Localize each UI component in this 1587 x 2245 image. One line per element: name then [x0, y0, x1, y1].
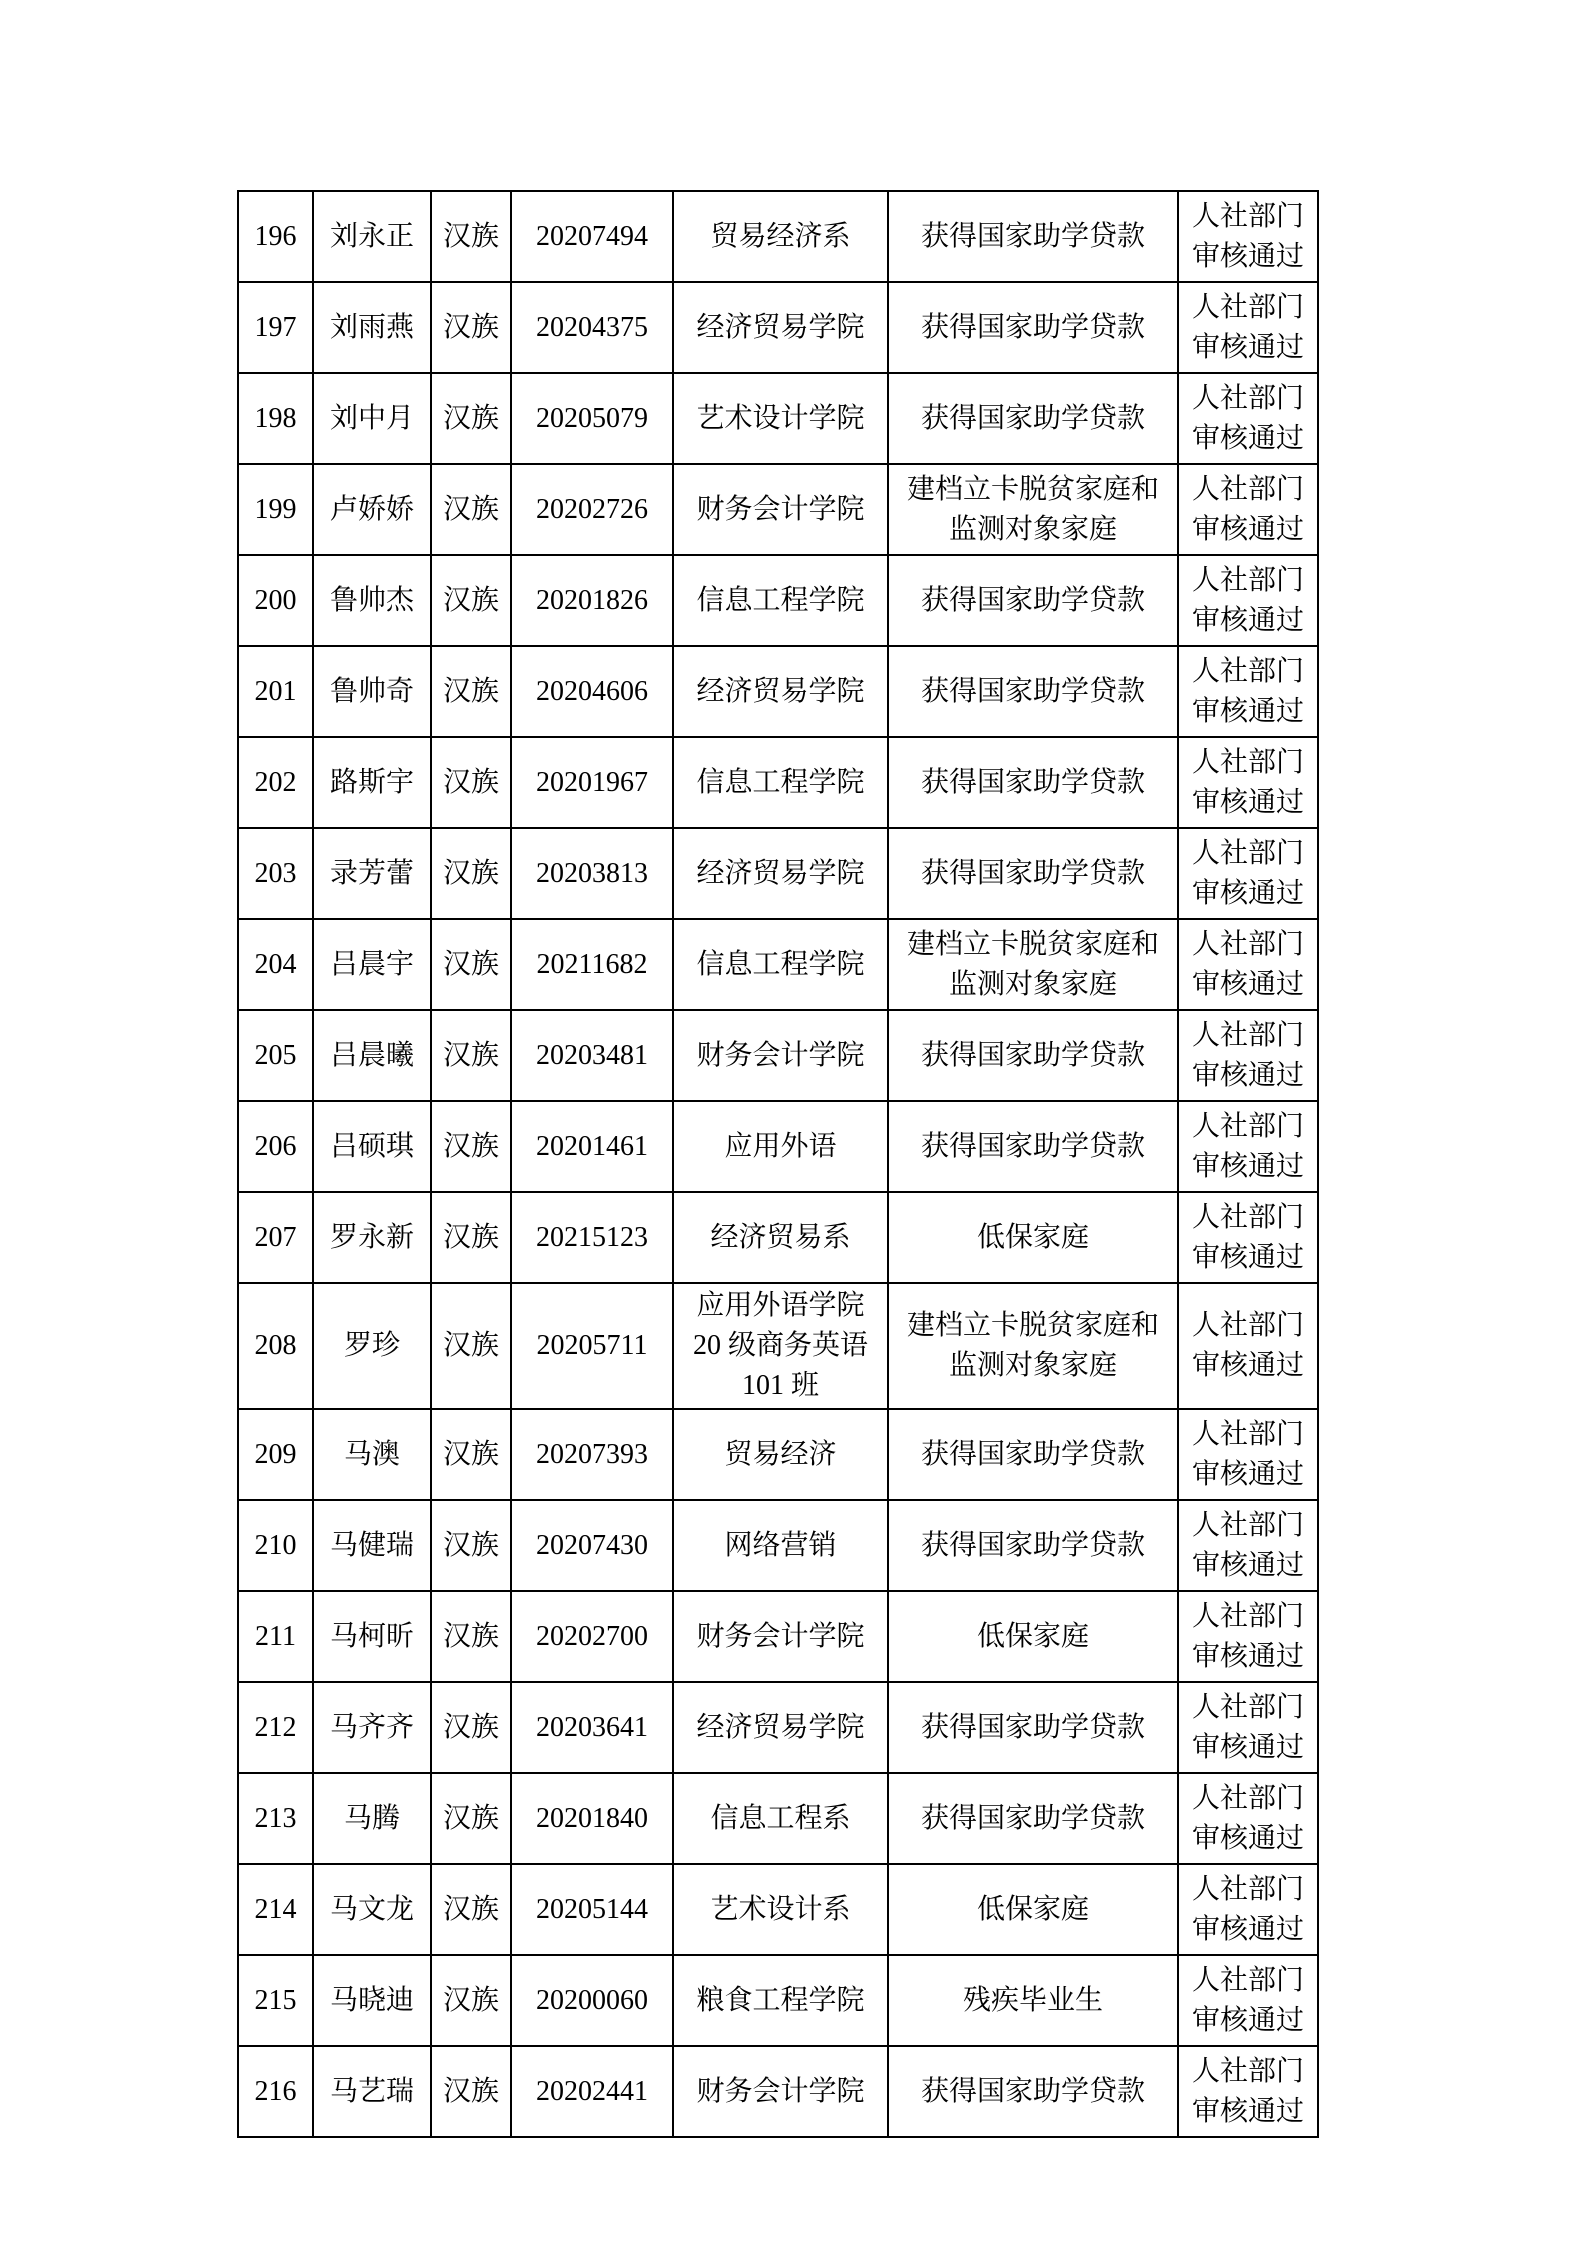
cell-student_id: 20207430: [511, 1500, 673, 1591]
cell-status: 人社部门审核通过: [1178, 1864, 1318, 1955]
cell-category: 获得国家助学贷款: [888, 191, 1178, 282]
cell-index: 200: [238, 555, 313, 646]
cell-name: 刘中月: [313, 373, 431, 464]
table-row: [238, 1591, 1318, 1682]
cell-status: 人社部门审核通过: [1178, 373, 1318, 464]
table-row: [238, 1682, 1318, 1773]
cell-student_id: 20201967: [511, 737, 673, 828]
cell-category: 获得国家助学贷款: [888, 373, 1178, 464]
cell-ethnicity: 汉族: [431, 1101, 511, 1192]
cell-category: 建档立卡脱贫家庭和监测对象家庭: [888, 1283, 1178, 1409]
cell-ethnicity: 汉族: [431, 2046, 511, 2137]
table-row: [238, 919, 1318, 1010]
cell-name: 卢娇娇: [313, 464, 431, 555]
cell-department: 财务会计学院: [673, 2046, 888, 2137]
cell-department: 网络营销: [673, 1500, 888, 1591]
cell-name: 马澳: [313, 1409, 431, 1500]
cell-department: 经济贸易学院: [673, 1682, 888, 1773]
cell-category: 建档立卡脱贫家庭和监测对象家庭: [888, 464, 1178, 555]
cell-category: 获得国家助学贷款: [888, 737, 1178, 828]
cell-index: 209: [238, 1409, 313, 1500]
table-row: [238, 1773, 1318, 1864]
cell-department: 信息工程学院: [673, 555, 888, 646]
table-row: [238, 1010, 1318, 1101]
cell-department: 贸易经济: [673, 1409, 888, 1500]
cell-student_id: 20211682: [511, 919, 673, 1010]
cell-status: 人社部门审核通过: [1178, 1283, 1318, 1409]
cell-ethnicity: 汉族: [431, 1283, 511, 1409]
cell-category: 获得国家助学贷款: [888, 555, 1178, 646]
cell-student_id: 20201840: [511, 1773, 673, 1864]
cell-ethnicity: 汉族: [431, 191, 511, 282]
cell-ethnicity: 汉族: [431, 919, 511, 1010]
student-table-body: [238, 191, 1318, 2137]
cell-ethnicity: 汉族: [431, 555, 511, 646]
cell-index: 212: [238, 1682, 313, 1773]
cell-category: 建档立卡脱贫家庭和监测对象家庭: [888, 919, 1178, 1010]
cell-ethnicity: 汉族: [431, 1682, 511, 1773]
cell-name: 鲁帅杰: [313, 555, 431, 646]
cell-index: 196: [238, 191, 313, 282]
cell-status: 人社部门审核通过: [1178, 464, 1318, 555]
cell-category: 低保家庭: [888, 1192, 1178, 1283]
table-row: [238, 2046, 1318, 2137]
cell-department: 经济贸易学院: [673, 828, 888, 919]
cell-name: 马晓迪: [313, 1955, 431, 2046]
cell-ethnicity: 汉族: [431, 464, 511, 555]
cell-student_id: 20200060: [511, 1955, 673, 2046]
cell-index: 202: [238, 737, 313, 828]
cell-index: 204: [238, 919, 313, 1010]
cell-department: 艺术设计系: [673, 1864, 888, 1955]
cell-department: 粮食工程学院: [673, 1955, 888, 2046]
cell-status: 人社部门审核通过: [1178, 1192, 1318, 1283]
cell-student_id: 20203481: [511, 1010, 673, 1101]
cell-index: 197: [238, 282, 313, 373]
cell-status: 人社部门审核通过: [1178, 1409, 1318, 1500]
cell-status: 人社部门审核通过: [1178, 1101, 1318, 1192]
cell-category: 低保家庭: [888, 1864, 1178, 1955]
cell-index: 207: [238, 1192, 313, 1283]
cell-category: 获得国家助学贷款: [888, 1773, 1178, 1864]
cell-department: 财务会计学院: [673, 1591, 888, 1682]
cell-name: 路斯宇: [313, 737, 431, 828]
cell-index: 216: [238, 2046, 313, 2137]
cell-name: 刘雨燕: [313, 282, 431, 373]
cell-name: 马腾: [313, 1773, 431, 1864]
cell-department: 经济贸易学院: [673, 646, 888, 737]
cell-name: 刘永正: [313, 191, 431, 282]
cell-name: 马柯昕: [313, 1591, 431, 1682]
cell-status: 人社部门审核通过: [1178, 1773, 1318, 1864]
cell-category: 获得国家助学贷款: [888, 1010, 1178, 1101]
cell-ethnicity: 汉族: [431, 282, 511, 373]
cell-department: 信息工程系: [673, 1773, 888, 1864]
table-row: [238, 1955, 1318, 2046]
table-row: [238, 373, 1318, 464]
cell-ethnicity: 汉族: [431, 1864, 511, 1955]
cell-index: 215: [238, 1955, 313, 2046]
table-row: [238, 1500, 1318, 1591]
cell-ethnicity: 汉族: [431, 1010, 511, 1101]
cell-department: 经济贸易学院: [673, 282, 888, 373]
cell-ethnicity: 汉族: [431, 373, 511, 464]
cell-ethnicity: 汉族: [431, 828, 511, 919]
cell-student_id: 20202700: [511, 1591, 673, 1682]
cell-index: 206: [238, 1101, 313, 1192]
cell-index: 214: [238, 1864, 313, 1955]
cell-status: 人社部门审核通过: [1178, 1010, 1318, 1101]
cell-name: 吕硕琪: [313, 1101, 431, 1192]
cell-ethnicity: 汉族: [431, 1192, 511, 1283]
cell-student_id: 20205711: [511, 1283, 673, 1409]
cell-student_id: 20207494: [511, 191, 673, 282]
cell-student_id: 20207393: [511, 1409, 673, 1500]
cell-index: 199: [238, 464, 313, 555]
table-row: [238, 191, 1318, 282]
student-aid-roster-table: [237, 190, 1319, 2138]
cell-student_id: 20202726: [511, 464, 673, 555]
cell-status: 人社部门审核通过: [1178, 555, 1318, 646]
table-row: [238, 1192, 1318, 1283]
cell-index: 208: [238, 1283, 313, 1409]
cell-status: 人社部门审核通过: [1178, 1500, 1318, 1591]
cell-category: 获得国家助学贷款: [888, 1409, 1178, 1500]
cell-student_id: 20203641: [511, 1682, 673, 1773]
cell-student_id: 20204606: [511, 646, 673, 737]
cell-status: 人社部门审核通过: [1178, 282, 1318, 373]
cell-ethnicity: 汉族: [431, 1500, 511, 1591]
cell-status: 人社部门审核通过: [1178, 646, 1318, 737]
cell-ethnicity: 汉族: [431, 1409, 511, 1500]
cell-student_id: 20215123: [511, 1192, 673, 1283]
cell-name: 鲁帅奇: [313, 646, 431, 737]
cell-category: 获得国家助学贷款: [888, 1500, 1178, 1591]
cell-student_id: 20204375: [511, 282, 673, 373]
cell-status: 人社部门审核通过: [1178, 191, 1318, 282]
cell-index: 205: [238, 1010, 313, 1101]
cell-category: 获得国家助学贷款: [888, 282, 1178, 373]
cell-category: 获得国家助学贷款: [888, 1682, 1178, 1773]
cell-status: 人社部门审核通过: [1178, 2046, 1318, 2137]
cell-ethnicity: 汉族: [431, 1955, 511, 2046]
cell-ethnicity: 汉族: [431, 1773, 511, 1864]
table-row: [238, 1283, 1318, 1409]
cell-status: 人社部门审核通过: [1178, 1955, 1318, 2046]
cell-department: 信息工程学院: [673, 919, 888, 1010]
cell-name: 录芳蕾: [313, 828, 431, 919]
cell-name: 罗永新: [313, 1192, 431, 1283]
cell-category: 残疾毕业生: [888, 1955, 1178, 2046]
cell-name: 马健瑞: [313, 1500, 431, 1591]
cell-name: 罗珍: [313, 1283, 431, 1409]
cell-name: 马艺瑞: [313, 2046, 431, 2137]
cell-department: 贸易经济系: [673, 191, 888, 282]
cell-name: 马文龙: [313, 1864, 431, 1955]
cell-category: 获得国家助学贷款: [888, 828, 1178, 919]
cell-status: 人社部门审核通过: [1178, 828, 1318, 919]
cell-student_id: 20201826: [511, 555, 673, 646]
cell-department: 财务会计学院: [673, 1010, 888, 1101]
cell-index: 198: [238, 373, 313, 464]
cell-department: 财务会计学院: [673, 464, 888, 555]
cell-status: 人社部门审核通过: [1178, 737, 1318, 828]
table-row: [238, 555, 1318, 646]
table-row: [238, 828, 1318, 919]
cell-index: 211: [238, 1591, 313, 1682]
cell-student_id: 20205079: [511, 373, 673, 464]
cell-department: 信息工程学院: [673, 737, 888, 828]
table-row: [238, 646, 1318, 737]
cell-department: 应用外语学院 20 级商务英语 101 班: [673, 1283, 888, 1409]
cell-index: 201: [238, 646, 313, 737]
cell-department: 经济贸易系: [673, 1192, 888, 1283]
table-row: [238, 1864, 1318, 1955]
cell-name: 吕晨宇: [313, 919, 431, 1010]
cell-department: 艺术设计学院: [673, 373, 888, 464]
table-row: [238, 1409, 1318, 1500]
cell-ethnicity: 汉族: [431, 1591, 511, 1682]
table-row: [238, 1101, 1318, 1192]
cell-ethnicity: 汉族: [431, 737, 511, 828]
cell-ethnicity: 汉族: [431, 646, 511, 737]
cell-department: 应用外语: [673, 1101, 888, 1192]
cell-name: 马齐齐: [313, 1682, 431, 1773]
cell-index: 213: [238, 1773, 313, 1864]
cell-student_id: 20201461: [511, 1101, 673, 1192]
cell-category: 低保家庭: [888, 1591, 1178, 1682]
cell-student_id: 20203813: [511, 828, 673, 919]
cell-index: 210: [238, 1500, 313, 1591]
cell-status: 人社部门审核通过: [1178, 919, 1318, 1010]
cell-status: 人社部门审核通过: [1178, 1682, 1318, 1773]
cell-status: 人社部门审核通过: [1178, 1591, 1318, 1682]
table-row: [238, 464, 1318, 555]
cell-category: 获得国家助学贷款: [888, 2046, 1178, 2137]
cell-student_id: 20205144: [511, 1864, 673, 1955]
cell-index: 203: [238, 828, 313, 919]
cell-student_id: 20202441: [511, 2046, 673, 2137]
cell-category: 获得国家助学贷款: [888, 646, 1178, 737]
cell-name: 吕晨曦: [313, 1010, 431, 1101]
table-row: [238, 737, 1318, 828]
table-row: [238, 282, 1318, 373]
cell-category: 获得国家助学贷款: [888, 1101, 1178, 1192]
